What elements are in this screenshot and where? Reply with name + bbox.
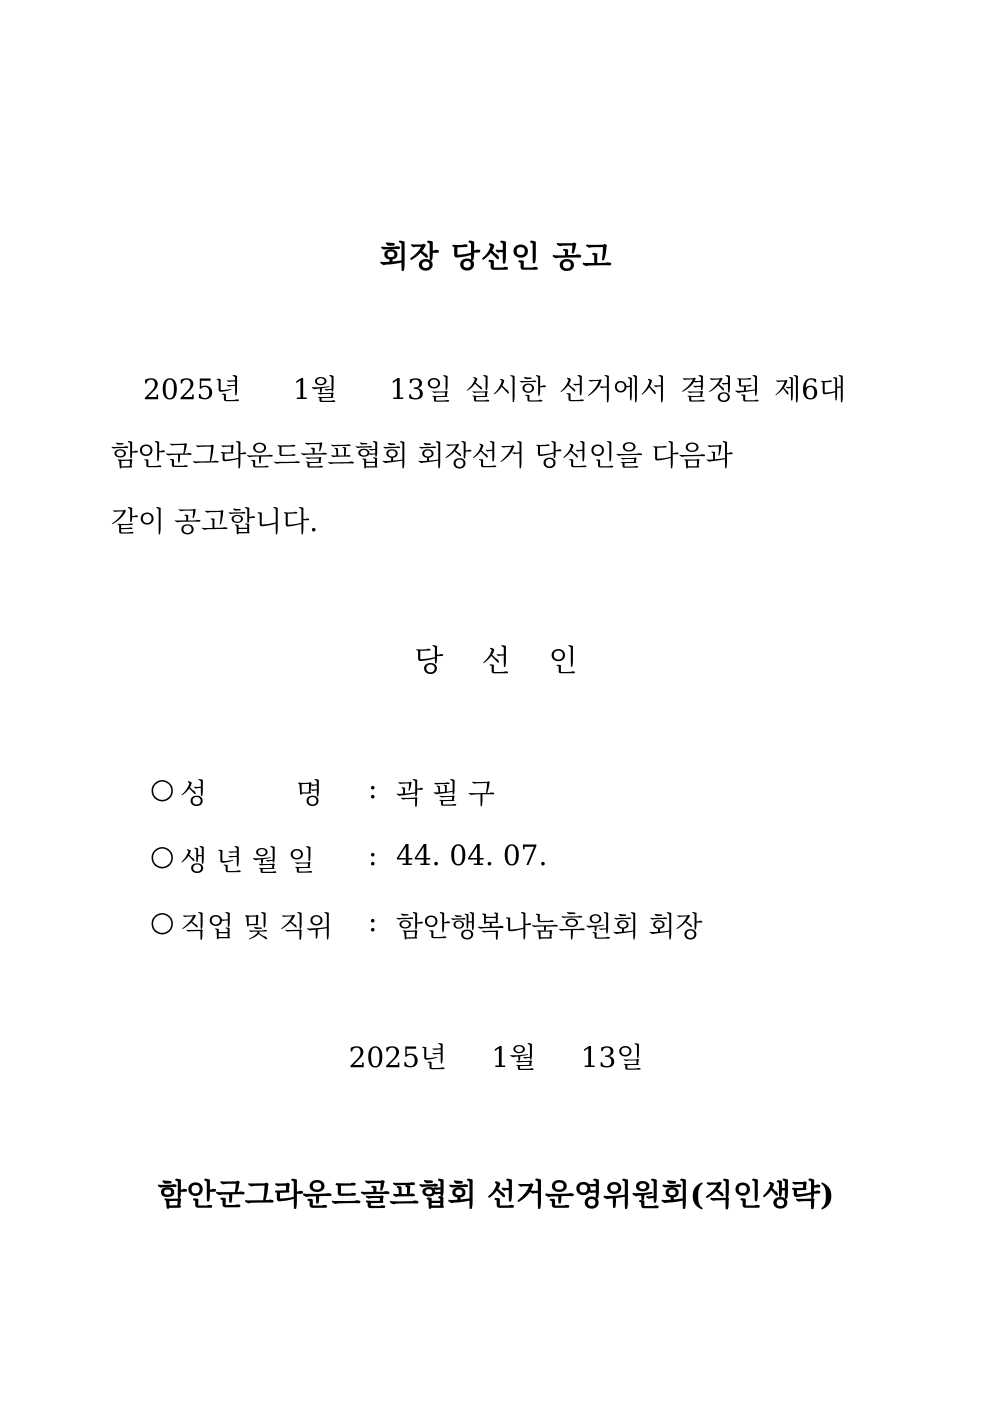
circle-bullet-icon: ○ bbox=[150, 905, 175, 938]
info-label: 직업 및 직위 bbox=[180, 910, 334, 943]
info-value: 함안행복나눔후원회 회장 bbox=[396, 910, 703, 943]
circle-bullet-icon: ○ bbox=[150, 839, 175, 872]
section-heading: 당 선 인 bbox=[414, 644, 578, 679]
paragraph-line-1: 2025년 1월 13일 실시한 선거에서 결정된 제6대 bbox=[143, 373, 847, 406]
issuer-name: 함안군그라운드골프협회 선거운영위원회(직인생략) bbox=[157, 1178, 835, 1213]
info-value: 곽 필 구 bbox=[396, 777, 495, 810]
info-row-name bbox=[150, 772, 850, 812]
info-colon: : bbox=[368, 839, 378, 872]
info-row-birthdate bbox=[150, 839, 850, 879]
info-value: 44. 04. 07. bbox=[396, 839, 548, 872]
info-colon: : bbox=[368, 905, 378, 938]
info-label: 생 년 월 일 bbox=[180, 844, 315, 877]
announcement-date: 2025년 1월 13일 bbox=[348, 1041, 644, 1074]
info-colon: : bbox=[368, 772, 378, 805]
paragraph-line-2: 함안군그라운드골프협회 회장선거 당선인을 다음과 bbox=[111, 439, 733, 472]
circle-bullet-icon: ○ bbox=[150, 772, 175, 805]
info-row-occupation bbox=[150, 905, 850, 945]
info-label: 성 명 bbox=[180, 777, 324, 810]
paragraph-line-3: 같이 공고합니다. bbox=[111, 505, 319, 538]
document-title: 회장 당선인 공고 bbox=[379, 240, 613, 275]
